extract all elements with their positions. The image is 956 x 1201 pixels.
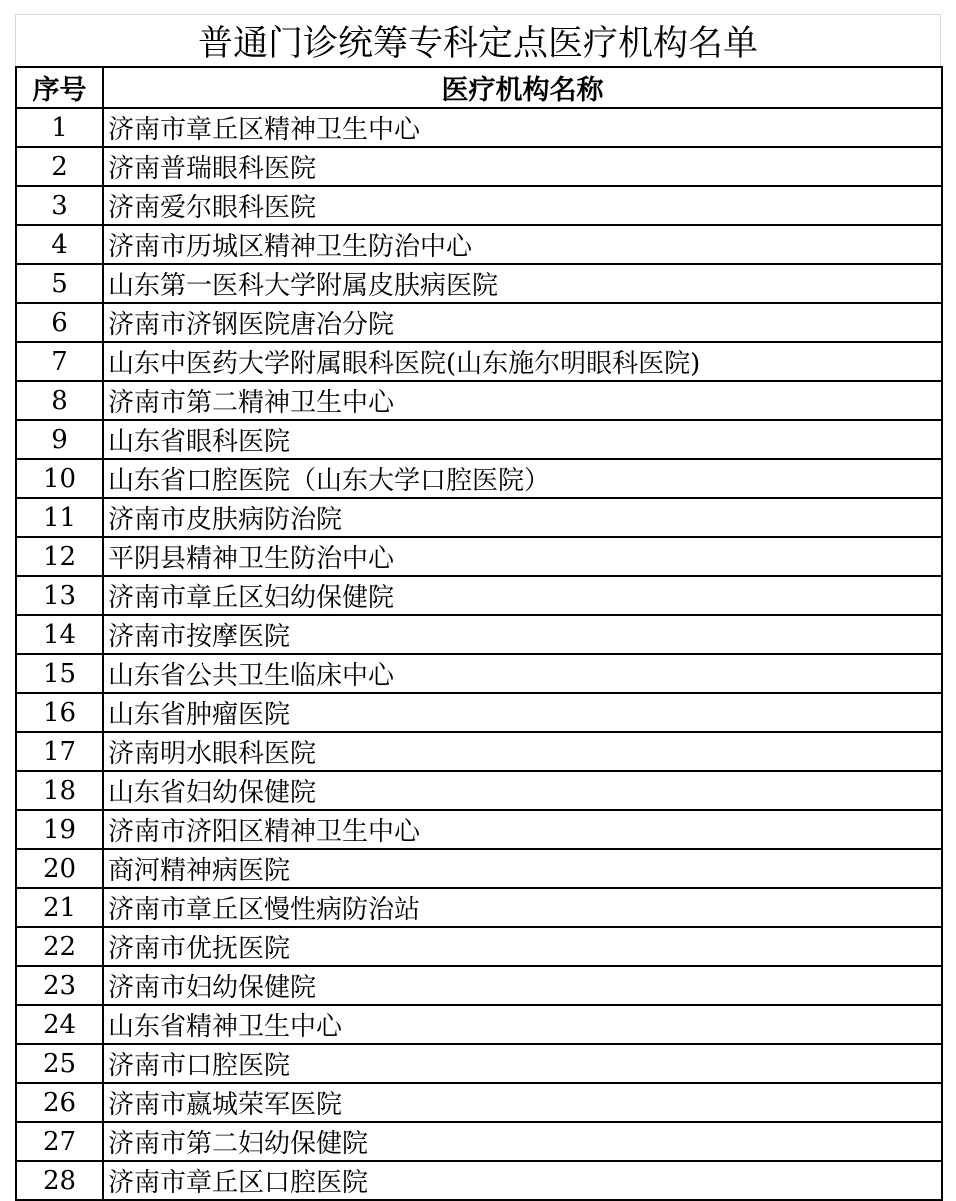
institution-name-cell: 济南市历城区精神卫生防治中心 [103, 225, 942, 264]
table-row [16, 966, 942, 1005]
table-row [16, 1122, 942, 1161]
table-row [16, 264, 942, 303]
table-row [16, 342, 942, 381]
serial-number-cell: 24 [16, 1005, 103, 1044]
institution-name-cell: 济南市济钢医院唐冶分院 [103, 303, 942, 342]
institution-name-cell: 济南市章丘区慢性病防治站 [103, 888, 942, 927]
table-row [16, 420, 942, 459]
table-row [16, 888, 942, 927]
serial-number-cell: 14 [16, 615, 103, 654]
institution-name-cell: 平阴县精神卫生防治中心 [103, 537, 942, 576]
table-row [16, 1083, 942, 1122]
serial-number-cell: 13 [16, 576, 103, 615]
serial-number-cell: 15 [16, 654, 103, 693]
institution-name-cell: 济南市妇幼保健院 [103, 966, 942, 1005]
table-row [16, 810, 942, 849]
institution-name-cell: 山东省口腔医院（山东大学口腔医院） [103, 459, 942, 498]
table-row [16, 927, 942, 966]
table-row [16, 1161, 942, 1200]
serial-number-cell: 17 [16, 732, 103, 771]
table-row [16, 654, 942, 693]
institution-name-cell: 济南市优抚医院 [103, 927, 942, 966]
institution-name-cell: 商河精神病医院 [103, 849, 942, 888]
institution-name-cell: 济南市第二精神卫生中心 [103, 381, 942, 420]
institution-name-cell: 济南市皮肤病防治院 [103, 498, 942, 537]
institution-name-cell: 山东省公共卫生临床中心 [103, 654, 942, 693]
header-serial-number: 序号 [16, 67, 103, 108]
serial-number-cell: 16 [16, 693, 103, 732]
table-row [16, 498, 942, 537]
serial-number-cell: 20 [16, 849, 103, 888]
institution-name-cell: 济南市按摩医院 [103, 615, 942, 654]
institution-name-cell: 济南市章丘区口腔医院 [103, 1161, 942, 1200]
table-row [16, 1044, 942, 1083]
institution-name-cell: 济南市章丘区精神卫生中心 [103, 108, 942, 147]
institution-name-cell: 济南普瑞眼科医院 [103, 147, 942, 186]
serial-number-cell: 21 [16, 888, 103, 927]
institution-name-cell: 济南明水眼科医院 [103, 732, 942, 771]
table-row [16, 771, 942, 810]
serial-number-cell: 18 [16, 771, 103, 810]
table-row [16, 147, 942, 186]
serial-number-cell: 25 [16, 1044, 103, 1083]
institution-name-cell: 山东中医药大学附属眼科医院(山东施尔明眼科医院) [103, 342, 942, 381]
serial-number-cell: 7 [16, 342, 103, 381]
institution-name-cell: 山东省妇幼保健院 [103, 771, 942, 810]
serial-number-cell: 12 [16, 537, 103, 576]
table-row [16, 615, 942, 654]
serial-number-cell: 10 [16, 459, 103, 498]
institution-name-cell: 济南市济阳区精神卫生中心 [103, 810, 942, 849]
page-title: 普通门诊统筹专科定点医疗机构名单 [15, 14, 941, 66]
institution-name-cell: 济南市嬴城荣军医院 [103, 1083, 942, 1122]
serial-number-cell: 9 [16, 420, 103, 459]
institution-name-cell: 山东省肿瘤医院 [103, 693, 942, 732]
table-row [16, 459, 942, 498]
serial-number-cell: 3 [16, 186, 103, 225]
header-institution-name: 医疗机构名称 [103, 67, 942, 108]
table-row [16, 381, 942, 420]
table-row [16, 186, 942, 225]
serial-number-cell: 6 [16, 303, 103, 342]
table-row [16, 693, 942, 732]
table-header-row [16, 67, 942, 108]
institution-table [15, 66, 943, 1201]
table-row [16, 1005, 942, 1044]
table-row [16, 576, 942, 615]
institution-name-cell: 济南爱尔眼科医院 [103, 186, 942, 225]
table-row [16, 108, 942, 147]
serial-number-cell: 11 [16, 498, 103, 537]
institution-name-cell: 山东省精神卫生中心 [103, 1005, 942, 1044]
serial-number-cell: 28 [16, 1161, 103, 1200]
table-row [16, 225, 942, 264]
table-row [16, 303, 942, 342]
table-row [16, 849, 942, 888]
table-row [16, 732, 942, 771]
serial-number-cell: 8 [16, 381, 103, 420]
serial-number-cell: 5 [16, 264, 103, 303]
serial-number-cell: 23 [16, 966, 103, 1005]
serial-number-cell: 2 [16, 147, 103, 186]
serial-number-cell: 4 [16, 225, 103, 264]
institution-name-cell: 济南市口腔医院 [103, 1044, 942, 1083]
serial-number-cell: 22 [16, 927, 103, 966]
serial-number-cell: 19 [16, 810, 103, 849]
serial-number-cell: 27 [16, 1122, 103, 1161]
institution-name-cell: 济南市章丘区妇幼保健院 [103, 576, 942, 615]
institution-name-cell: 山东省眼科医院 [103, 420, 942, 459]
institution-name-cell: 济南市第二妇幼保健院 [103, 1122, 942, 1161]
serial-number-cell: 1 [16, 108, 103, 147]
table-row [16, 537, 942, 576]
document-sheet [15, 14, 941, 1201]
serial-number-cell: 26 [16, 1083, 103, 1122]
institution-name-cell: 山东第一医科大学附属皮肤病医院 [103, 264, 942, 303]
